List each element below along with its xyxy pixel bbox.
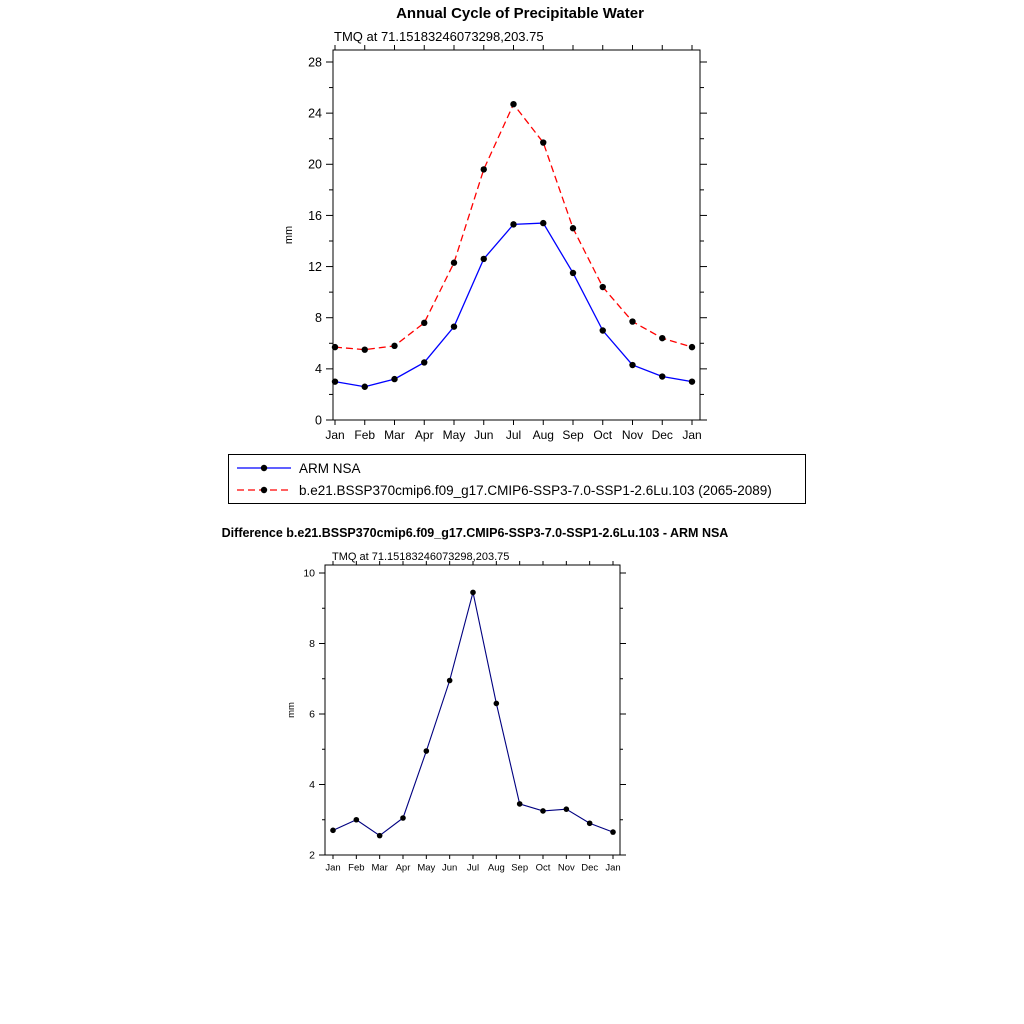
svg-text:10: 10 xyxy=(303,567,315,580)
svg-text:16: 16 xyxy=(308,208,322,223)
legend-entry-model xyxy=(235,479,799,501)
svg-text:mm: mm xyxy=(286,702,297,718)
svg-text:4: 4 xyxy=(315,362,322,377)
legend-line-sample-solid-icon xyxy=(235,462,293,474)
svg-text:Nov: Nov xyxy=(557,862,575,874)
svg-text:6: 6 xyxy=(309,708,315,721)
legend-label-arm-nsa: ARM NSA xyxy=(299,460,361,476)
svg-text:Jan: Jan xyxy=(682,428,702,442)
svg-text:Jul: Jul xyxy=(466,862,480,874)
svg-text:May: May xyxy=(442,428,466,442)
svg-text:12: 12 xyxy=(308,259,322,274)
svg-text:Feb: Feb xyxy=(348,862,365,874)
svg-text:May: May xyxy=(417,862,436,874)
difference-chart-title: Difference b.e21.BSSP370cmip6.f09_g17.CMIP6-SSP3-7.0-SSP1-2.6Lu.103 - ARM NSA xyxy=(221,526,729,540)
svg-text:24: 24 xyxy=(308,106,322,121)
svg-text:Apr: Apr xyxy=(395,862,411,874)
svg-text:4: 4 xyxy=(309,779,315,792)
svg-text:8: 8 xyxy=(315,311,322,326)
svg-text:Aug: Aug xyxy=(532,428,554,442)
svg-text:Mar: Mar xyxy=(384,428,405,442)
top-chart-subtitle: TMQ at 71.15183246073298,203.75 xyxy=(334,29,544,44)
svg-text:0: 0 xyxy=(315,413,322,428)
svg-text:20: 20 xyxy=(308,157,322,172)
difference-chart-canvas xyxy=(270,558,690,888)
page-title: Annual Cycle of Precipitable Water xyxy=(396,5,644,22)
legend-line-sample-dashed-icon xyxy=(235,484,293,496)
svg-text:Jul: Jul xyxy=(505,428,522,442)
svg-text:Oct: Oct xyxy=(593,428,613,442)
svg-text:Jun: Jun xyxy=(474,428,494,442)
svg-text:Feb: Feb xyxy=(354,428,376,442)
legend-box xyxy=(228,454,806,504)
svg-text:Dec: Dec xyxy=(581,862,599,874)
svg-text:Jan: Jan xyxy=(325,862,341,874)
svg-text:Dec: Dec xyxy=(651,428,673,442)
svg-text:8: 8 xyxy=(309,638,315,651)
svg-text:28: 28 xyxy=(308,55,322,70)
legend-label-model: b.e21.BSSP370cmip6.f09_g17.CMIP6-SSP3-7.0-SSP1-2.6Lu.103 (2065-2089) xyxy=(299,482,772,498)
svg-text:Jan: Jan xyxy=(325,428,345,442)
top-chart-canvas xyxy=(270,42,790,472)
legend-entry-arm-nsa xyxy=(235,457,799,479)
svg-text:2: 2 xyxy=(309,849,315,862)
difference-chart-subtitle: TMQ at 71.15183246073298,203.75 xyxy=(332,551,510,563)
svg-text:Oct: Oct xyxy=(535,862,551,874)
svg-text:mm: mm xyxy=(283,225,295,245)
svg-text:Sep: Sep xyxy=(511,862,529,874)
svg-text:Nov: Nov xyxy=(621,428,644,442)
svg-text:Aug: Aug xyxy=(487,862,505,874)
svg-text:Apr: Apr xyxy=(414,428,434,442)
svg-text:Mar: Mar xyxy=(371,862,388,874)
svg-text:Jan: Jan xyxy=(605,862,621,874)
svg-text:Sep: Sep xyxy=(562,428,584,442)
svg-text:Jun: Jun xyxy=(442,862,458,874)
